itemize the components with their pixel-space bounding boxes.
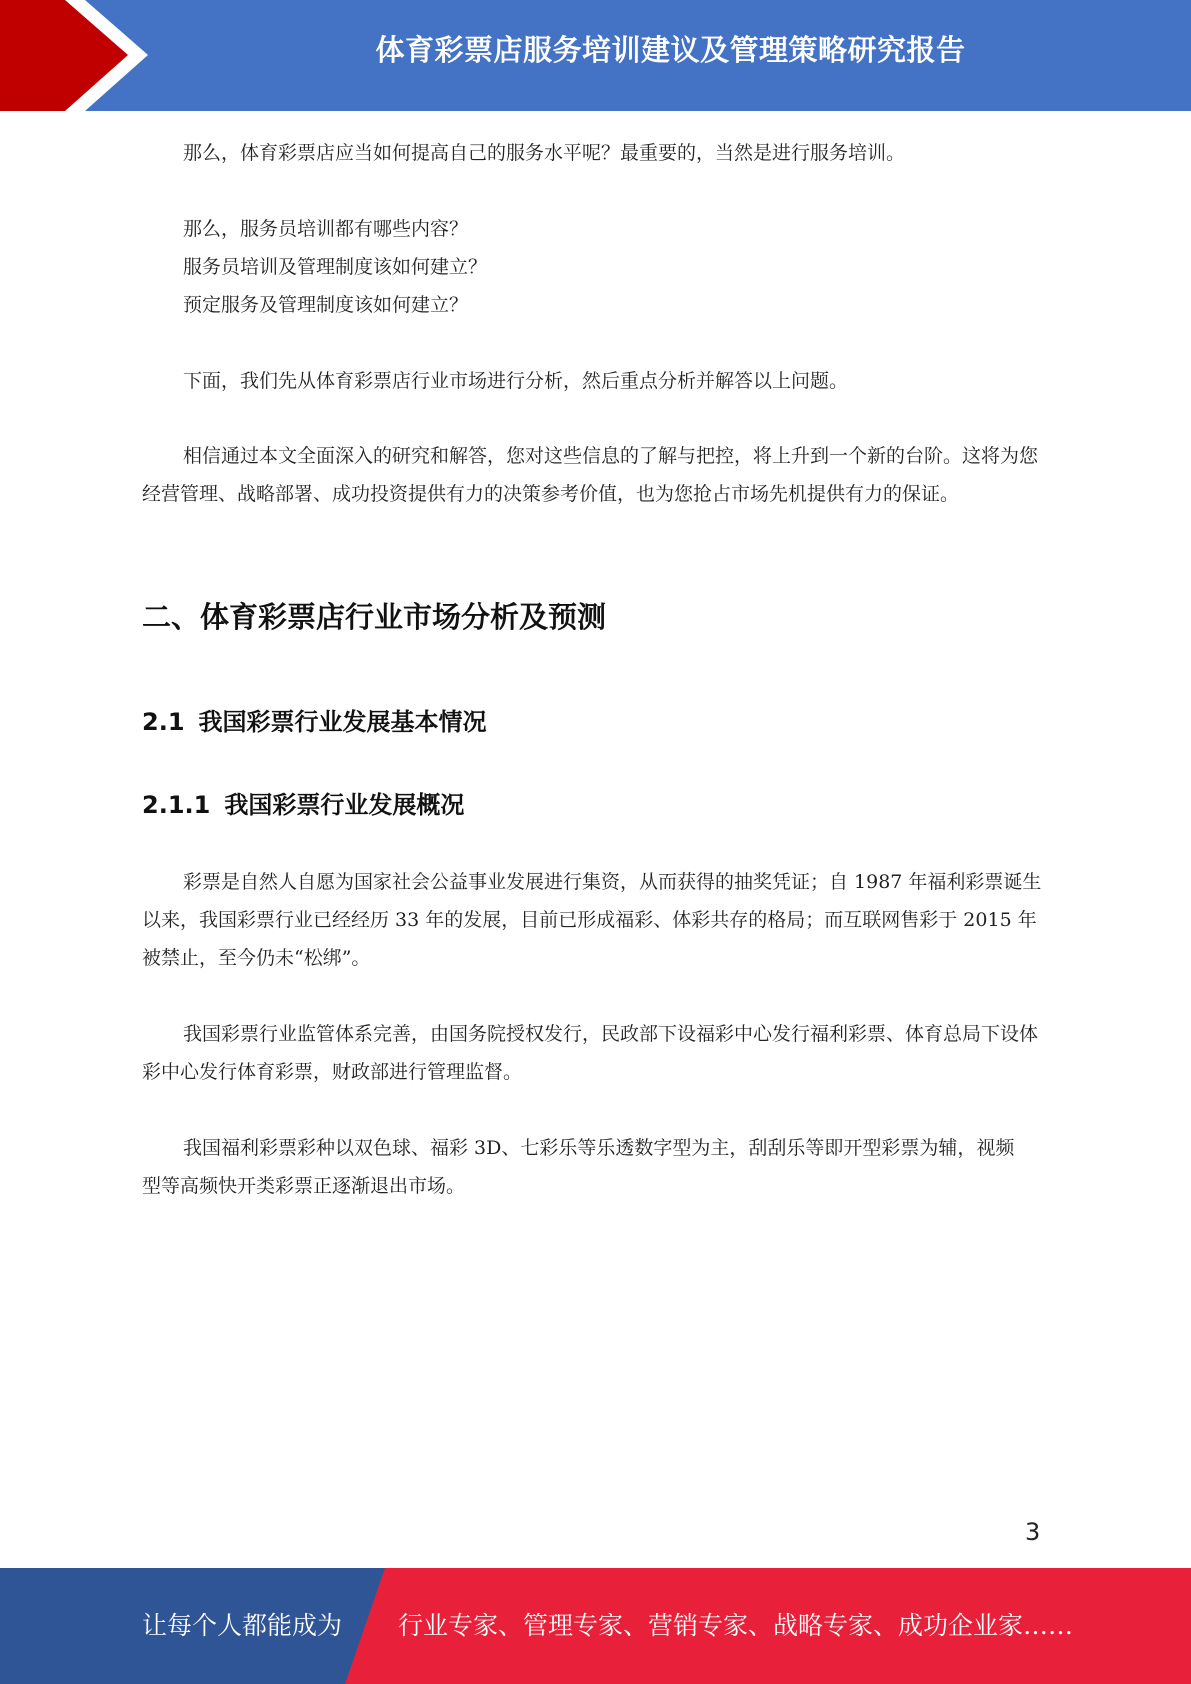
value-paragraph: 相信通过本文全面深入的研究和解答，您对这些信息的了解与把控，将上升到一个新的台阶。这将为您经营管理、战略部署、成功投资提供有力的决策参考价值，也为您抢占市场先机提供有力的保证。 [142,445,1039,505]
subsection-heading [142,702,487,737]
question-3: 预定服务及管理制度该如何建立？ [183,294,469,316]
subsection-number: 2.1 [142,708,185,736]
section-heading: 二、体育彩票店行业市场分析及预测 [142,600,607,634]
sub-subsection-heading [142,785,464,820]
analysis-intro-paragraph: 下面，我们先从体育彩票店行业市场进行分析，然后重点分析并解答以上问题。 [183,370,849,392]
header-arrow-icon [0,0,160,111]
footer-slogan: 让每个人都能成为 [142,1611,343,1640]
regulation-paragraph: 我国彩票行业监管体系完善，由国务院授权发行，民政部下设福彩中心发行福利彩票、体育总局下设体彩中心发行体育彩票，财政部进行管理监督。 [142,1023,1039,1083]
page-footer [0,1568,1191,1684]
report-title: 体育彩票店服务培训建议及管理策略研究报告 [375,33,966,67]
subsection-title: 我国彩票行业发展基本情况 [198,708,487,736]
page-header [0,0,1191,111]
question-1: 那么，服务员培训都有哪些内容？ [183,218,469,240]
question-2: 服务员培训及管理制度该如何建立？ [183,256,488,278]
footer-expert-list: 行业专家、管理专家、营销专家、战略专家、成功企业家…… [398,1611,1074,1640]
page-number: 3 [1025,1518,1041,1546]
sub-subsection-title: 我国彩票行业发展概况 [224,791,465,819]
lottery-overview-paragraph: 彩票是自然人自愿为国家社会公益事业发展进行集资，从而获得的抽奖凭证；自 1987 年福利彩票诞生以来，我国彩票行业已经经历 33 年的发展，目前已形成福彩、体彩共存的格局；而互联网售彩于 2015 年被禁止，至今仍未“松绑”。 [142,871,1042,969]
sub-subsection-number: 2.1.1 [142,791,211,819]
intro-paragraph: 那么，体育彩票店应当如何提高自己的服务水平呢？最重要的，当然是进行服务培训。 [183,142,906,164]
lottery-types-paragraph: 我国福利彩票彩种以双色球、福彩 3D、七彩乐等乐透数字型为主，刮刮乐等即开型彩票为辅，视频型等高频快开类彩票正逐渐退出市场。 [142,1137,1015,1197]
